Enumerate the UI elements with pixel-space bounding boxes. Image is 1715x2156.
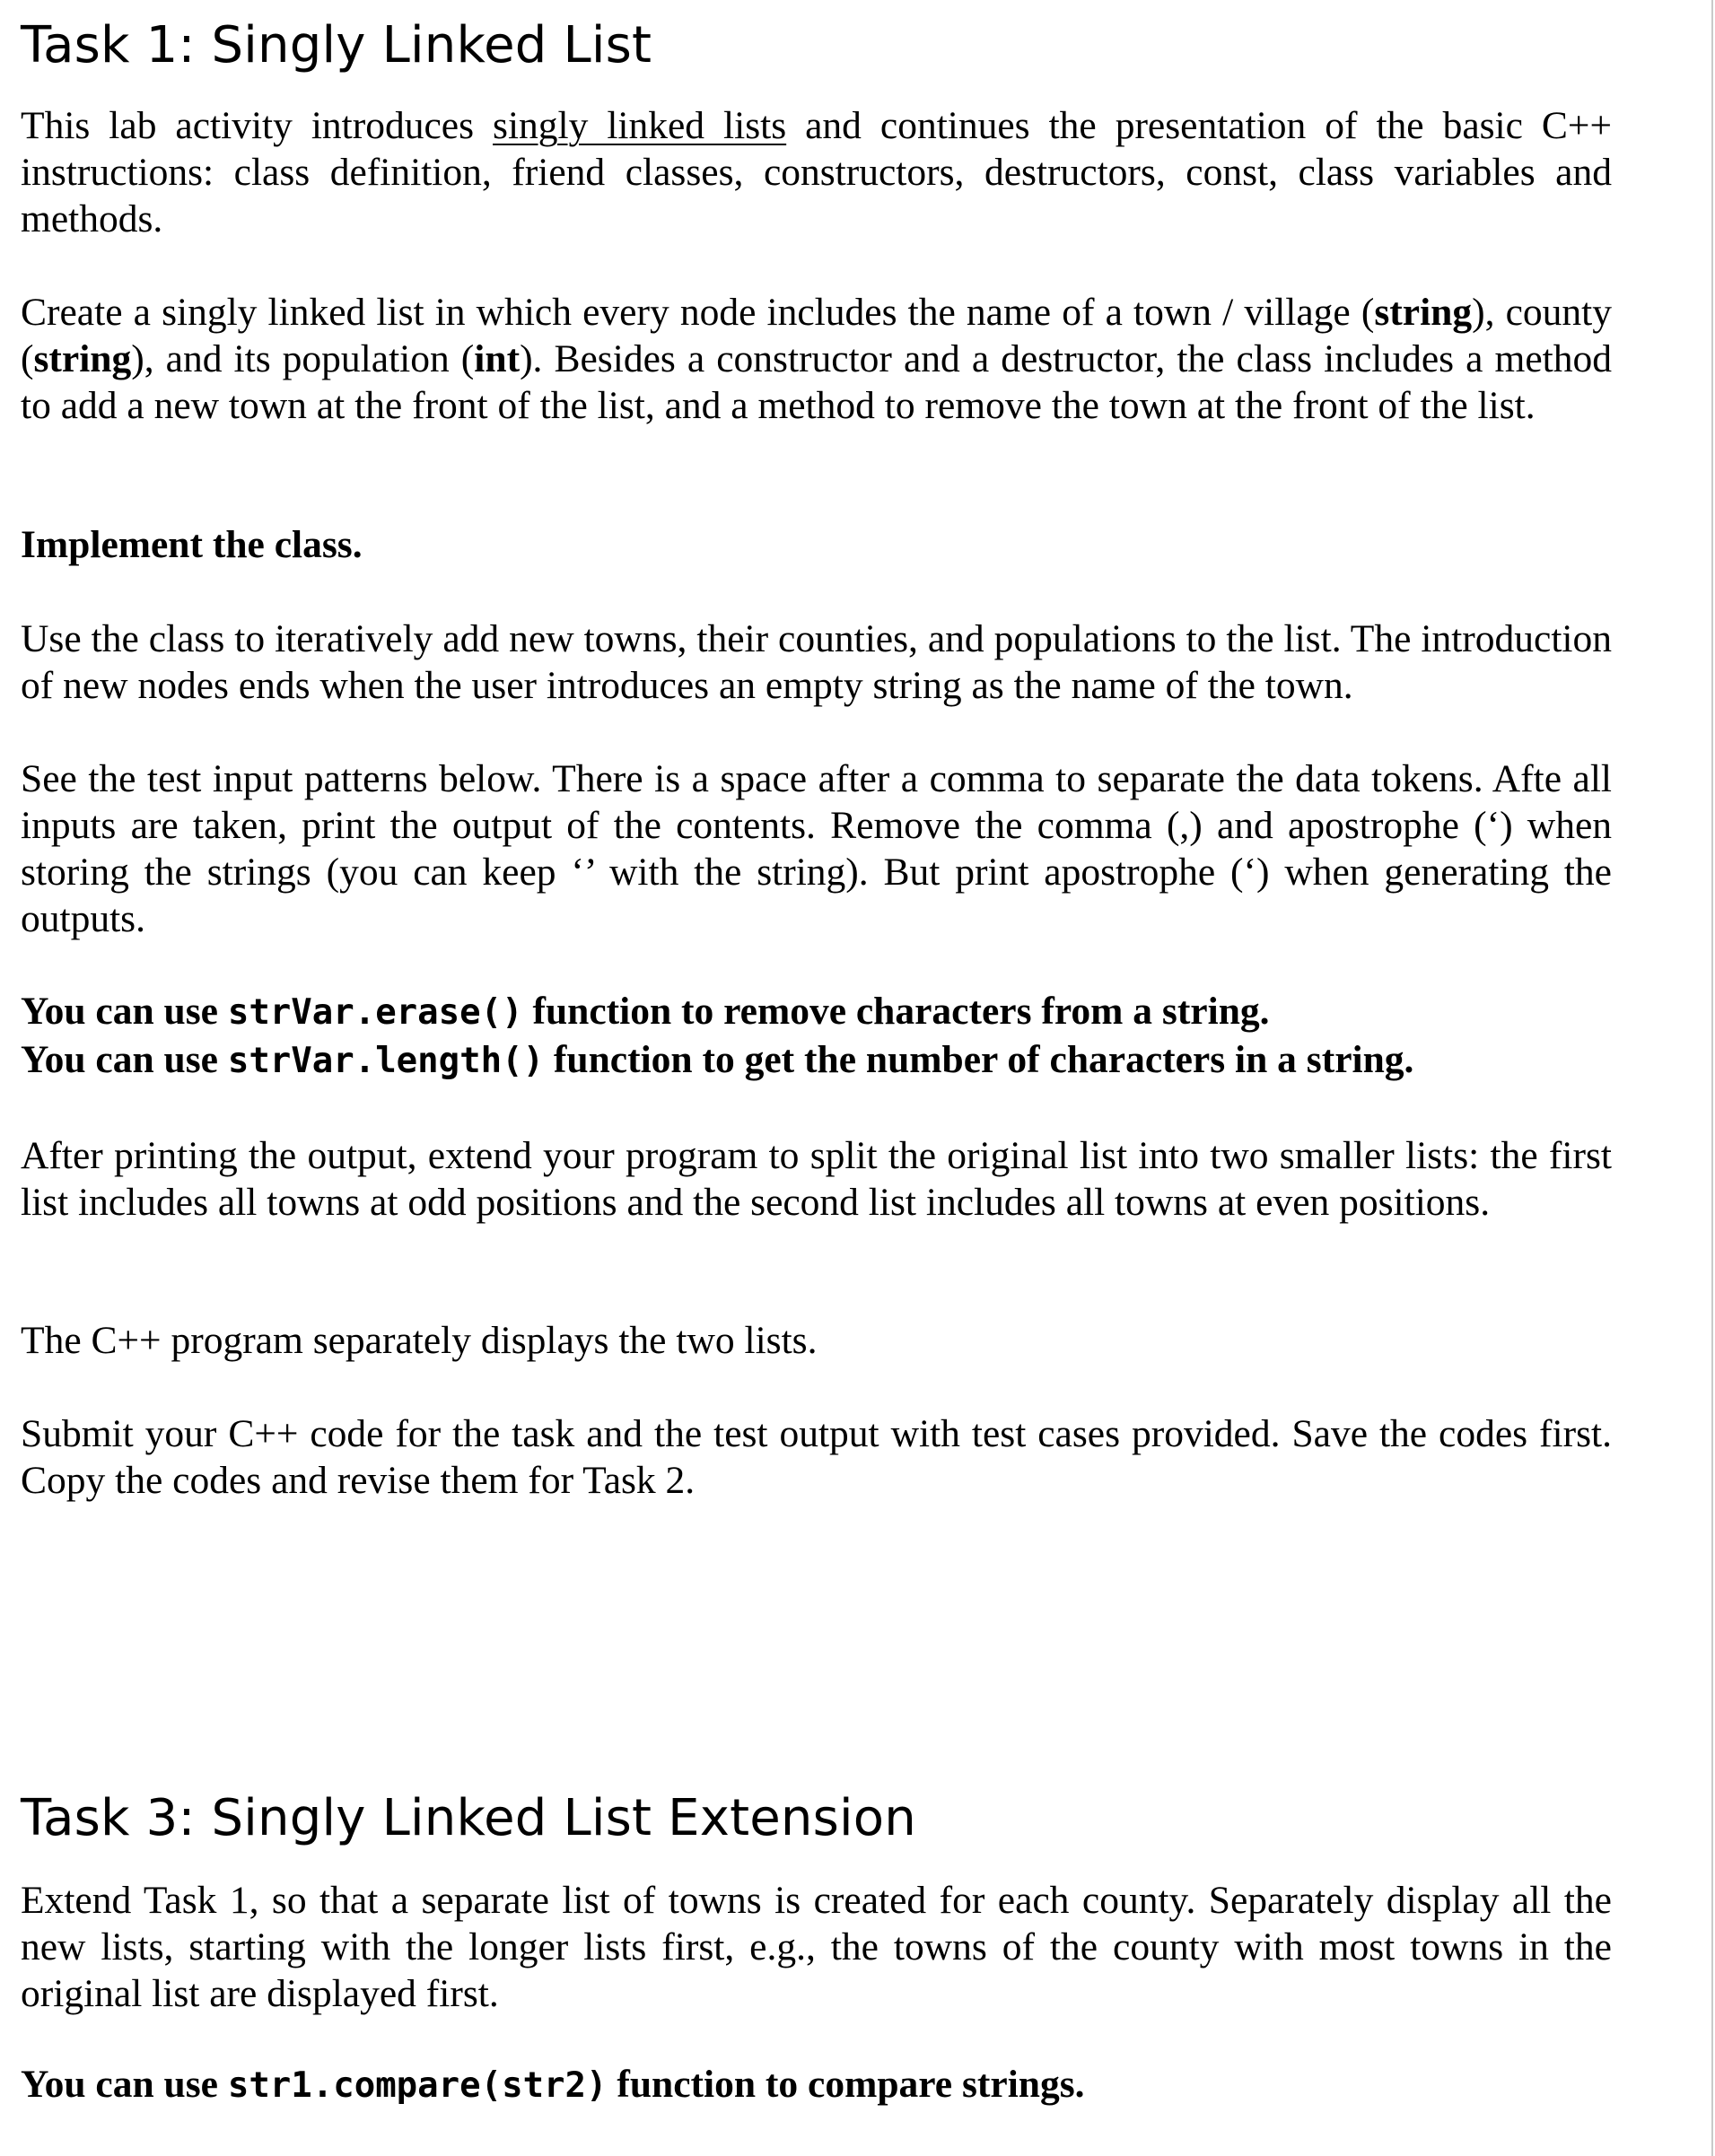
task1-test-input-paragraph: See the test input patterns below. There is a space after a comma to separate the data tokens. Afte all inputs are taken, print the output of the contents. Remove the comma (,) and apostrophe (‘) when storing the strings (you can keep ‘’ with the string). But print apostrophe (‘) when generating the outputs. <box>21 757 1612 940</box>
page-edge-divider <box>1711 0 1713 2156</box>
task1-intro-paragraph <box>21 102 1612 242</box>
length-hint-text-a: You can use <box>21 1038 228 1081</box>
singly-linked-lists-link[interactable]: singly linked lists <box>493 104 787 147</box>
create-int-keyword: int <box>474 337 521 380</box>
task3-heading: Task 3: Singly Linked List Extension <box>21 1789 916 1847</box>
erase-hint <box>21 987 1612 1037</box>
length-hint <box>21 1035 1612 1086</box>
create-string-keyword-2: string <box>33 337 132 380</box>
create-text-b: ), county ( <box>21 291 1612 380</box>
task3-extend-paragraph: Extend Task 1, so that a separate list of towns is created for each county. Separately display all the new lists, starting with the longer lists first, e.g., the towns of the county with most towns in the original list are displayed first. <box>21 1879 1612 2015</box>
intro-text-b: and continues the presentation of the basic C++ instructions: class definition, friend classes, constructors, destructors, const, class variables and methods. <box>21 104 1612 240</box>
compare-hint-text-b: function to compare strings. <box>607 2063 1085 2106</box>
compare-code: str1.compare(str2) <box>227 2065 608 2106</box>
compare-hint-text-a: You can use <box>21 2063 228 2106</box>
length-hint-text-b: function to get the number of characters in a string. <box>544 1038 1414 1081</box>
erase-hint-text-a: You can use <box>21 990 228 1033</box>
task1-display-paragraph: The C++ program separately displays the two lists. <box>21 1319 818 1362</box>
task1-use-class-paragraph: Use the class to iteratively add new towns, their counties, and populations to the list. The introduction of new nodes ends when the user introduces an empty string as the name of the town. <box>21 617 1612 707</box>
create-string-keyword-1: string <box>1374 291 1473 334</box>
intro-text-a: This lab activity introduces <box>21 104 494 147</box>
task1-submit-paragraph: Submit your C++ code for the task and the test output with test cases provided. Save the codes first. Copy the codes and revise them for Task 2. <box>21 1412 1612 1502</box>
compare-hint <box>21 2060 1612 2110</box>
implement-class-instruction: Implement the class. <box>21 523 363 566</box>
task1-split-paragraph: After printing the output, extend your program to split the original list into two smaller lists: the first list includes all towns at odd positions and the second list includes all towns at even positions. <box>21 1134 1612 1224</box>
erase-code: strVar.erase() <box>227 992 523 1033</box>
create-text-c: ), and its population ( <box>131 337 475 380</box>
task1-create-paragraph <box>21 289 1612 429</box>
create-text-d: ). Besides a constructor and a destructor, the class includes a method to add a new town at the front of the list, and a method to remove the town at the front of the list. <box>21 337 1612 427</box>
erase-hint-text-b: function to remove characters from a string. <box>522 990 1270 1033</box>
length-code: strVar.length() <box>227 1041 545 1081</box>
task1-heading: Task 1: Singly Linked List <box>21 16 652 74</box>
create-text-a: Create a singly linked list in which every node includes the name of a town / village ( <box>21 291 1375 334</box>
